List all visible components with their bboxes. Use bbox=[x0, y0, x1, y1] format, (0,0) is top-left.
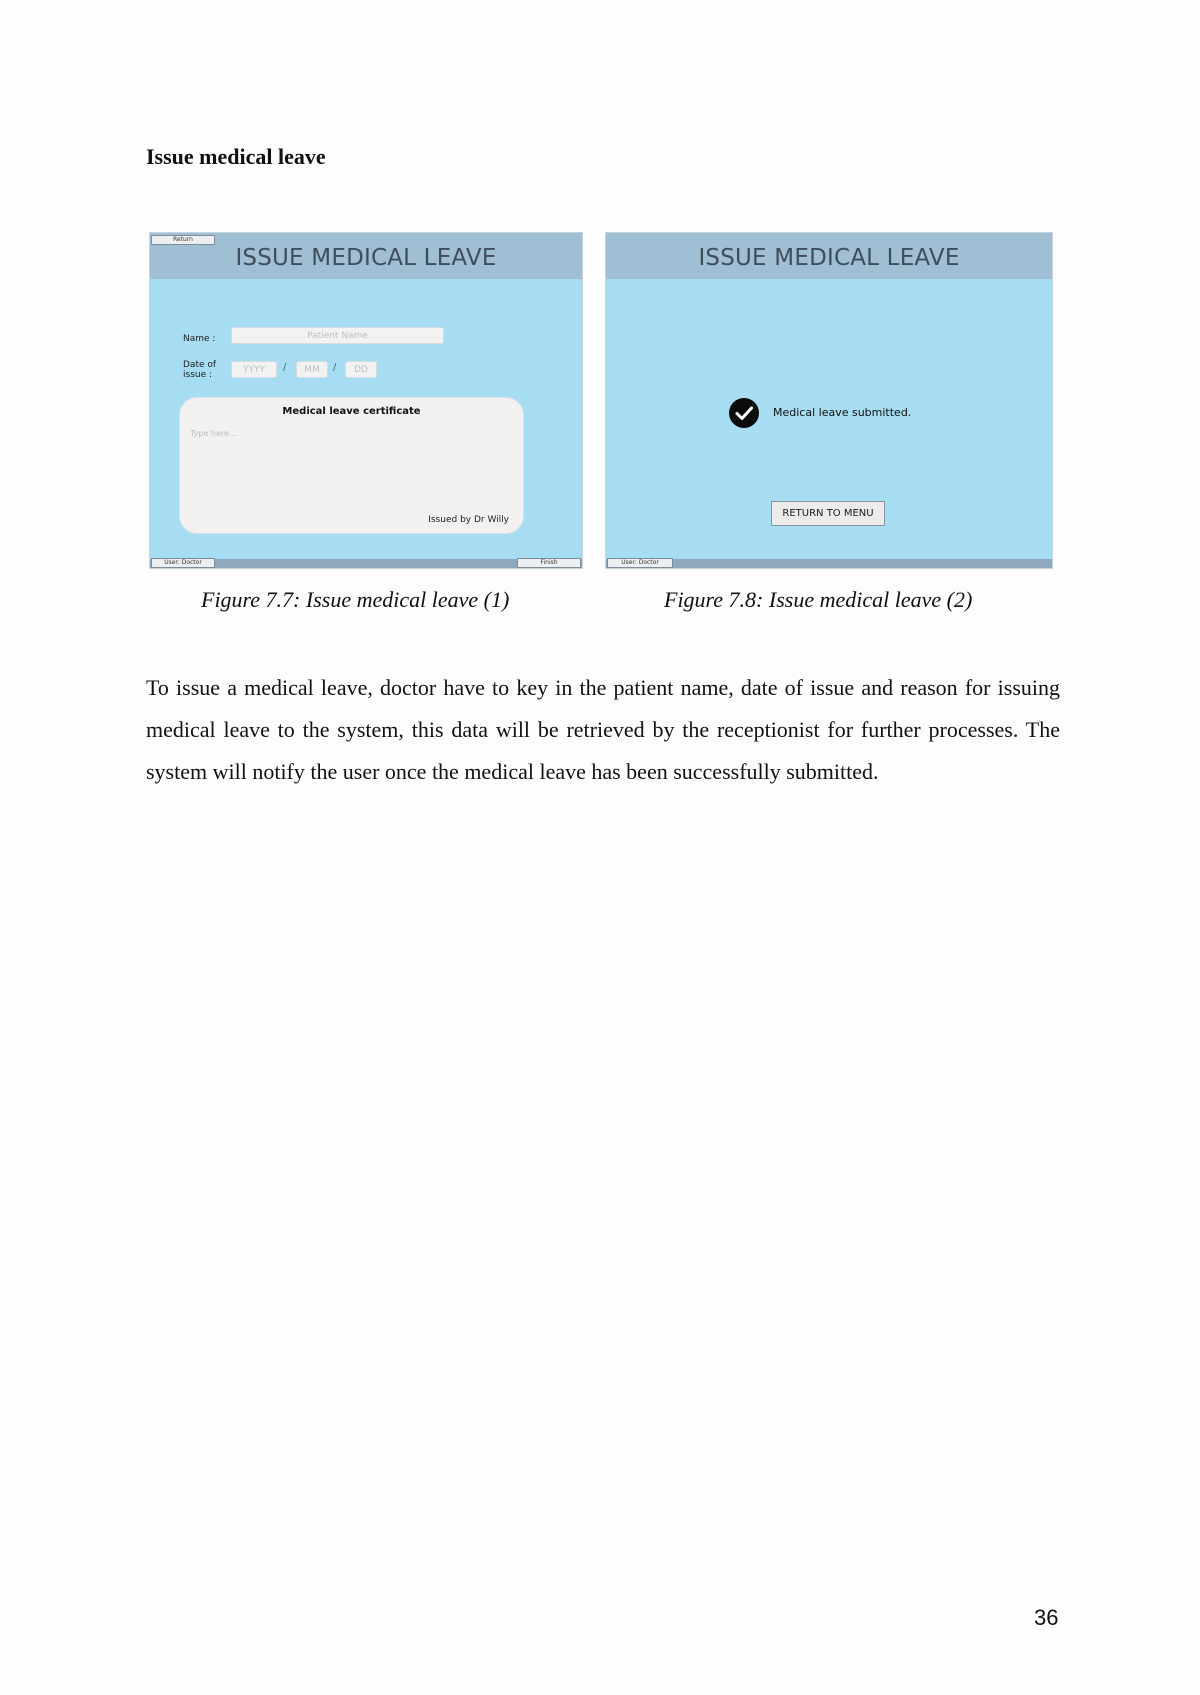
screen-title: ISSUE MEDICAL LEAVE bbox=[150, 233, 582, 279]
figure-caption: Figure 7.8: Issue medical leave (2) bbox=[664, 587, 973, 612]
user-badge: User: Doctor bbox=[151, 558, 215, 568]
day-input[interactable]: DD bbox=[345, 361, 377, 378]
date-separator: / bbox=[283, 362, 287, 373]
success-message: Medical leave submitted. bbox=[773, 406, 912, 419]
month-input[interactable]: MM bbox=[296, 361, 328, 378]
return-button[interactable]: Return bbox=[151, 235, 215, 245]
issued-by-label: Issued by Dr Willy bbox=[428, 515, 509, 525]
date-separator: / bbox=[333, 362, 337, 373]
certificate-title: Medical leave certificate bbox=[282, 406, 421, 417]
patient-name-input[interactable]: Patient Name bbox=[231, 327, 444, 344]
body-paragraph: To issue a medical leave, doctor have to key in the patient name, date of issue and reason for issuing medical leave to the system, this data will be retrieved by the receptionist for further processes. The system will notify the user once the medical leave has been successfully submitted. bbox=[146, 675, 1060, 784]
figure-caption: Figure 7.7: Issue medical leave (1) bbox=[201, 587, 510, 612]
screen-title: ISSUE MEDICAL LEAVE bbox=[606, 233, 1052, 279]
section-heading: Issue medical leave bbox=[146, 144, 326, 169]
return-to-menu-button[interactable]: RETURN TO MENU bbox=[771, 501, 885, 526]
finish-button[interactable]: Finish bbox=[517, 558, 581, 568]
page-number: 36 bbox=[1034, 1605, 1059, 1630]
certificate-textarea[interactable] bbox=[179, 397, 524, 534]
leave-submitted-screenshot bbox=[606, 233, 1052, 568]
name-label: Name : bbox=[183, 334, 216, 344]
user-badge: User: Doctor bbox=[607, 558, 673, 568]
certificate-placeholder: Type here... bbox=[190, 429, 237, 438]
issue-leave-form-screenshot bbox=[150, 233, 582, 568]
date-of-issue-label: Date of issue : bbox=[183, 360, 217, 380]
checkmark-icon bbox=[729, 398, 759, 428]
year-input[interactable]: YYYY bbox=[231, 361, 277, 378]
